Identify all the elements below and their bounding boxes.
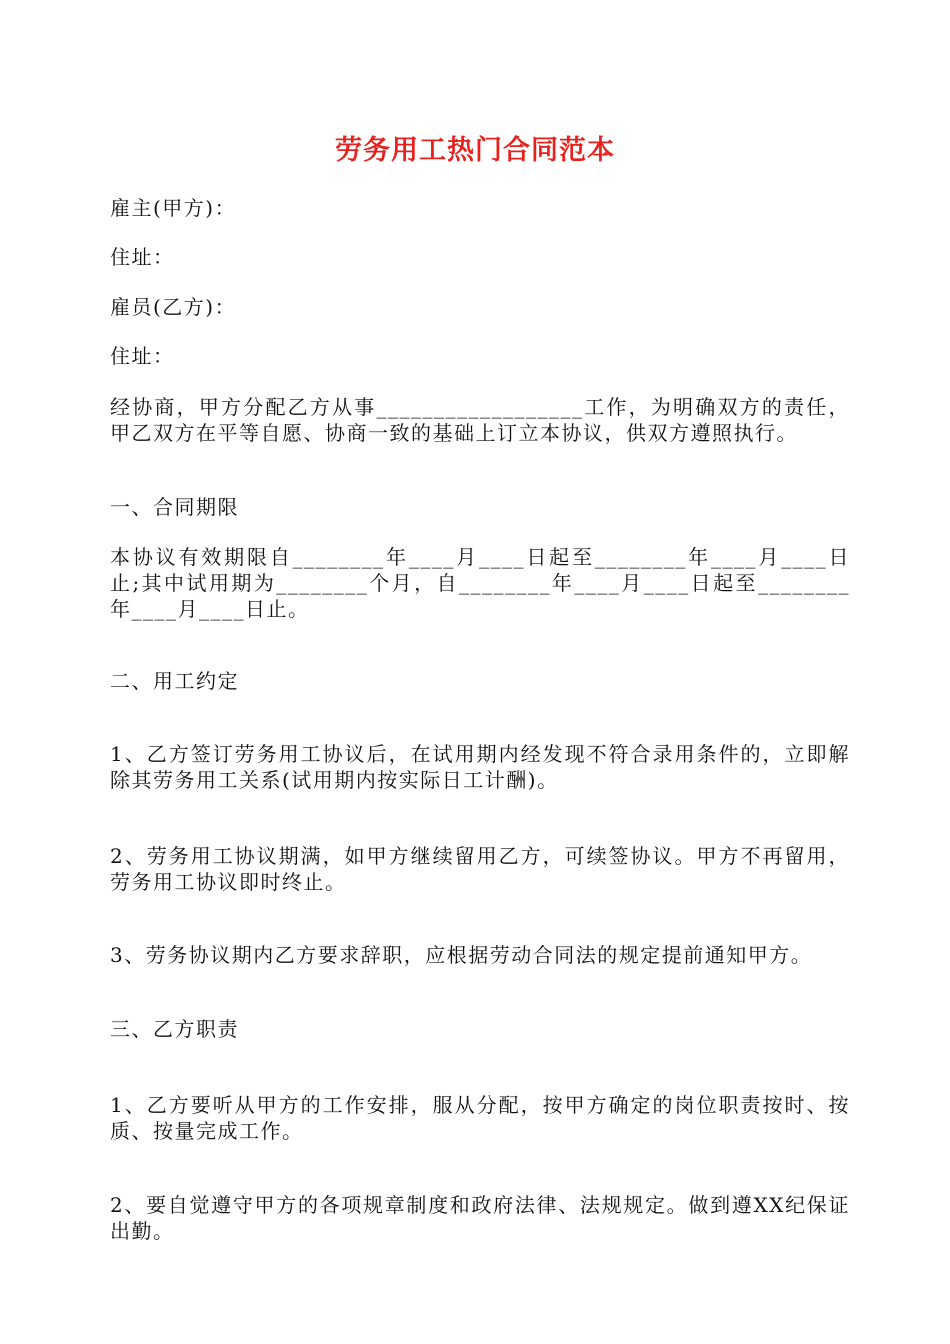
employment-clause-3: 3、劳务协议期内乙方要求辞职，应根据劳动合同法的规定提前通知甲方。 <box>110 943 813 967</box>
employer-label: 雇主(甲方)： <box>110 196 237 220</box>
intro-paragraph: 经协商，甲方分配乙方从事__________________工作，为明确双方的责任，甲乙双方在平等自愿、协商一致的基础上订立本协议，供双方遵照执行。 <box>110 395 850 445</box>
employee-address-label: 住址： <box>110 344 175 368</box>
section-heading-employee-duties: 三、乙方职责 <box>110 1017 239 1041</box>
contract-term-paragraph: 本协议有效期限自________年____月____日起至________年____月____日止;其中试用期为________个月，自________年____月____日起至________年____月____日止。 <box>110 545 850 621</box>
document-title: 劳务用工热门合同范本 <box>335 135 615 166</box>
employment-clause-1: 1、乙方签订劳务用工协议后，在试用期内经发现不符合录用条件的，立即解除其劳务用工关系(试用期内按实际日工计酬)。 <box>110 742 850 792</box>
employer-address-label: 住址： <box>110 245 175 269</box>
employee-label: 雇员(乙方)： <box>110 295 237 319</box>
section-heading-contract-term: 一、合同期限 <box>110 495 239 519</box>
employment-clause-2: 2、劳务用工协议期满，如甲方继续留用乙方，可续签协议。甲方不再留用，劳务用工协议即时终止。 <box>110 844 850 894</box>
section-heading-employment-terms: 二、用工约定 <box>110 669 239 693</box>
duty-clause-1: 1、乙方要听从甲方的工作安排，服从分配，按甲方确定的岗位职责按时、按质、按量完成工作。 <box>110 1093 850 1143</box>
duty-clause-2: 2、要自觉遵守甲方的各项规章制度和政府法律、法规规定。做到遵XX纪保证出勤。 <box>110 1193 850 1243</box>
